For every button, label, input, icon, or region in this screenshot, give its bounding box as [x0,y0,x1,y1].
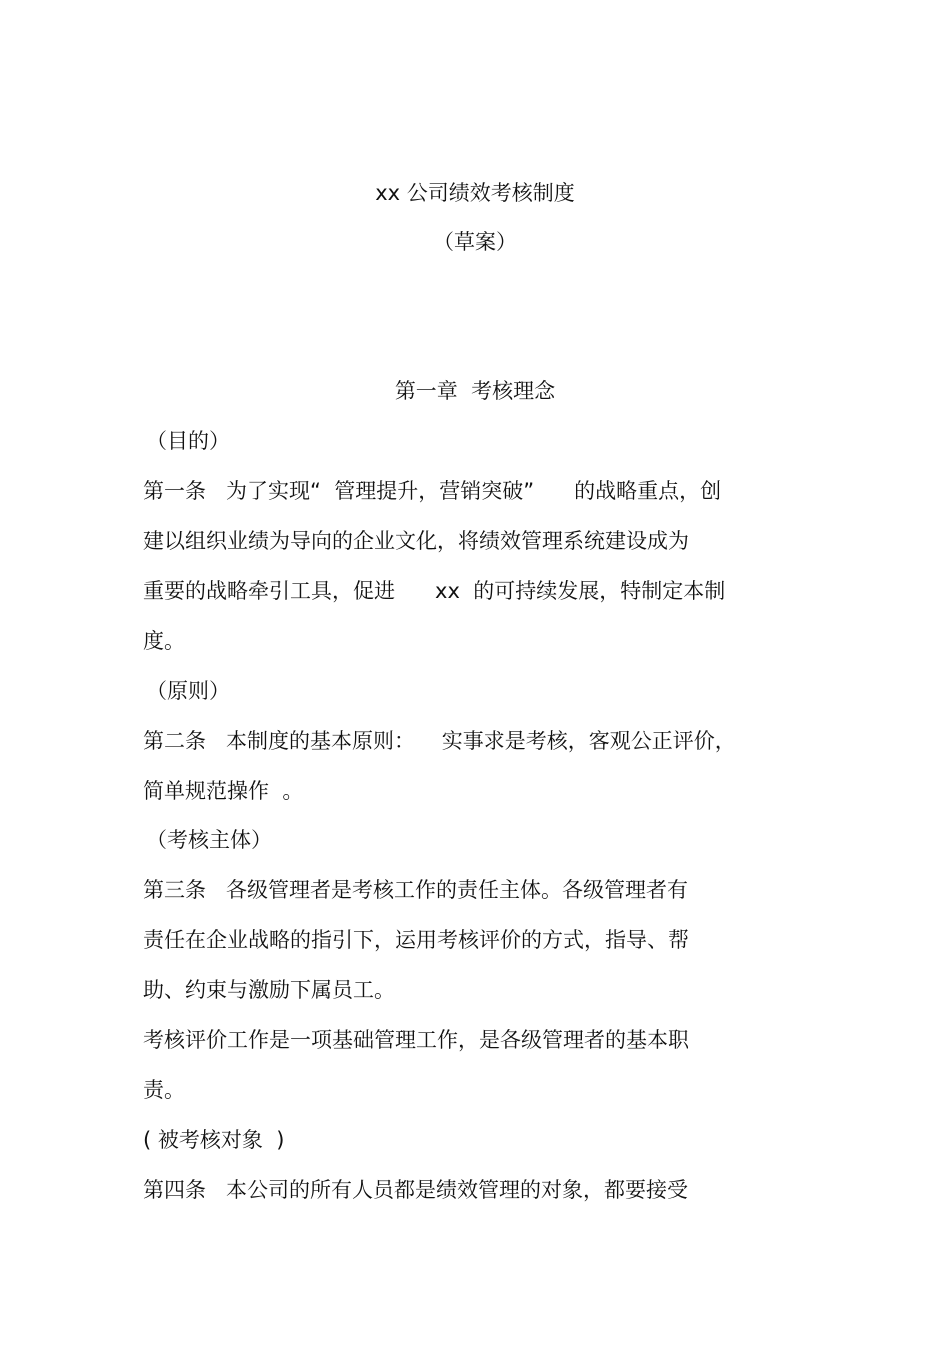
paragraph-line: 第四条 本公司的所有人员都是绩效管理的对象，都要接受 [143,1178,689,1202]
paragraph-line: 建以组织业绩为导向的企业文化，将绩效管理系统建设成为 [143,529,689,553]
paragraph-line: 重要的战略牵引工具，促进 xx 的可持续发展，特制定本制 [143,579,726,603]
section-heading: （目的） [146,429,230,453]
chapter-heading: 第一章 考核理念 [394,379,556,403]
document-subtitle: （草案） [433,230,517,254]
paragraph-line: 第三条 各级管理者是考核工作的责任主体。各级管理者有 [143,878,689,902]
paragraph-line: 第二条 本制度的基本原则： 实事求是考核，客观公正评价， [143,729,736,753]
document-title: xx 公司绩效考核制度 [375,181,575,205]
paragraph-line: 简单规范操作 。 [143,779,304,803]
section-heading: （原则） [146,679,230,703]
paragraph-line: 助、约束与激励下属员工。 [143,978,395,1002]
section-heading: （考核主体） [146,828,272,852]
section-heading: ( 被考核对象 ) [143,1128,285,1152]
paragraph-line: 责。 [143,1078,185,1102]
paragraph-line: 责任在企业战略的指引下，运用考核评价的方式，指导、帮 [143,928,689,952]
paragraph-line: 第一条 为了实现“ 管理提升，营销突破” 的战略重点，创 [143,479,722,503]
paragraph-line: 考核评价工作是一项基础管理工作，是各级管理者的基本职 [143,1028,689,1052]
paragraph-line: 度。 [143,629,185,653]
